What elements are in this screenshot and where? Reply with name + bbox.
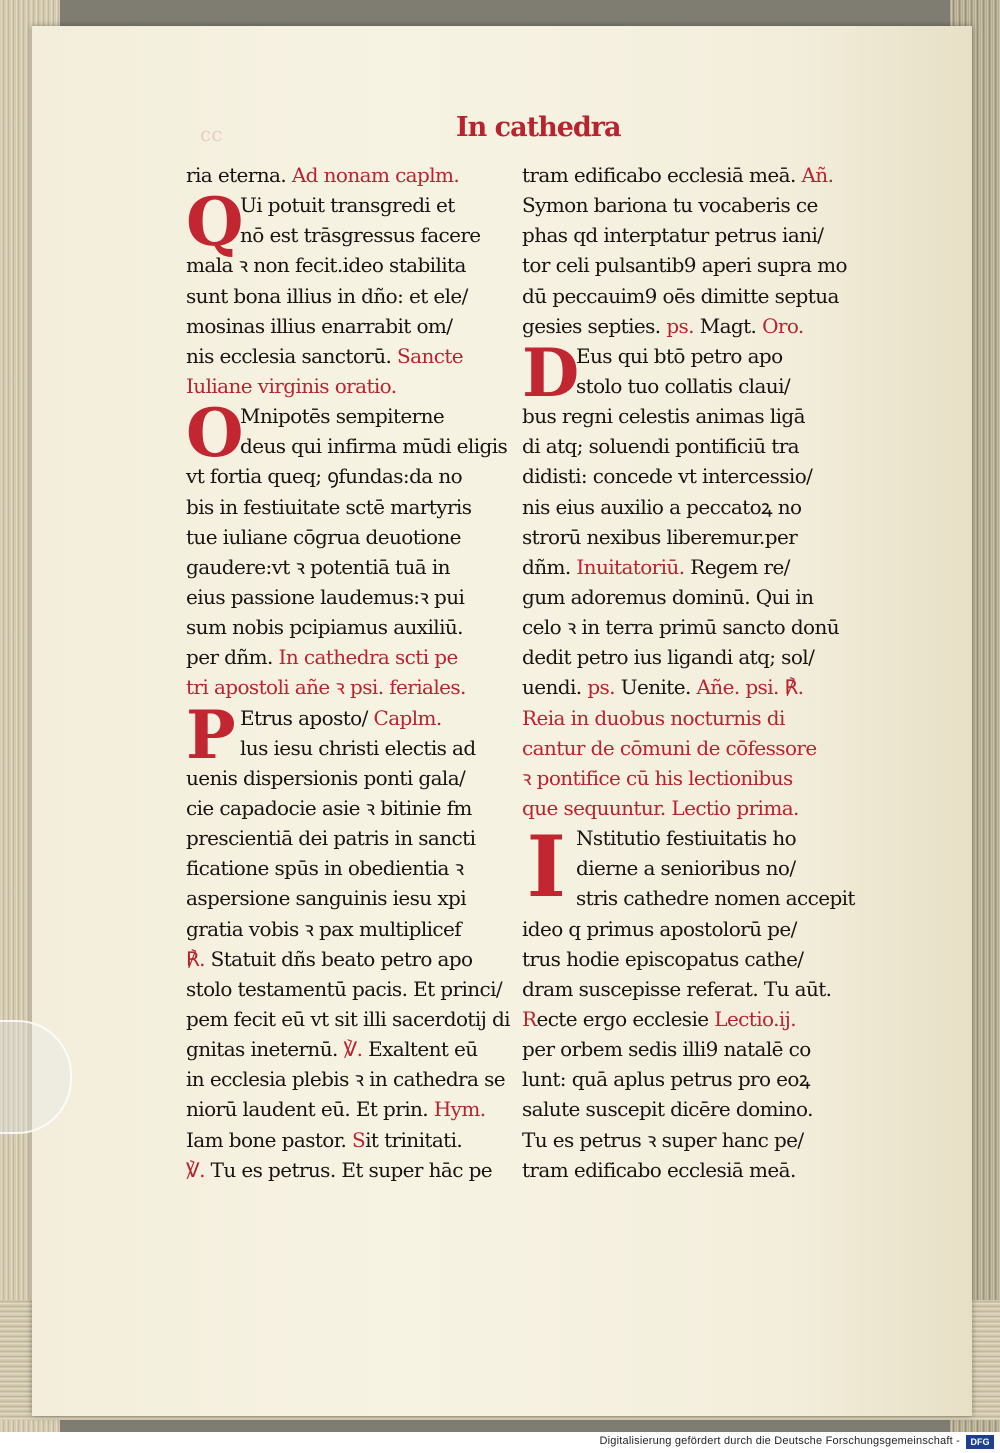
running-head: In cathedra <box>456 112 621 143</box>
text-line <box>522 1125 850 1155</box>
body-text: per dñm. <box>186 645 279 670</box>
body-text: Mnipotēs sempiterne <box>240 404 445 429</box>
body-text: gratia vobis ꝛ pax multiplicef <box>186 916 462 941</box>
rubricated-initial: Q <box>186 183 243 262</box>
body-text: uendi. <box>522 675 588 700</box>
text-line <box>522 763 850 793</box>
rubric-text: S <box>352 1127 366 1152</box>
body-text: Tu es petrus ꝛ super hanc pe/ <box>522 1127 804 1152</box>
body-text: lus iesu christi electis ad <box>240 735 476 760</box>
body-text: gnitas ineternū. <box>186 1037 344 1062</box>
body-text: per orbem sedis illi9 natalē co <box>522 1037 811 1062</box>
text-line <box>522 250 850 280</box>
text-line <box>522 190 850 220</box>
body-text: celo ꝛ in terra primū sancto donū <box>522 615 840 640</box>
text-line <box>186 1094 516 1124</box>
body-text: nō est trāsgressus facere <box>240 223 481 248</box>
body-text: trus hodie episcopatus cathe/ <box>522 946 804 971</box>
body-text: ecte ergo ecclesie <box>536 1006 715 1031</box>
rubric-text: Ad nonam caplm. <box>291 163 460 187</box>
text-line <box>186 974 516 1004</box>
body-text: dñm. <box>522 554 577 579</box>
text-line <box>522 1064 850 1094</box>
body-text: salute suscepit dicēre domino. <box>522 1097 813 1122</box>
text-line <box>186 522 516 552</box>
text-line <box>186 1064 516 1094</box>
body-text: bis in festiuitate sctē martyris <box>186 494 472 519</box>
text-line <box>522 431 850 461</box>
text-line <box>522 281 850 311</box>
body-text: stolo testamentū pacis. Et princi/ <box>186 976 503 1001</box>
body-text: prescientiā dei patris in sancti <box>186 826 476 851</box>
body-text: bus regni celestis animas ligā <box>522 404 805 429</box>
rubric-text: ꝛ pontifice cū his lectionibus <box>522 765 793 790</box>
right-column <box>522 160 855 1185</box>
text-line <box>522 642 850 672</box>
text-line <box>522 401 850 431</box>
body-text: Iam bone pastor. <box>186 1127 353 1152</box>
rubricated-initial: I <box>526 817 566 917</box>
body-text: dram suscepisse referat. Tu aūt. <box>522 976 832 1001</box>
body-text: it trinitati. <box>365 1127 463 1152</box>
text-line <box>186 311 516 341</box>
text-line <box>522 944 850 974</box>
text-line <box>522 703 850 733</box>
folio-number: cc <box>200 122 223 146</box>
text-line <box>186 823 516 853</box>
text-line <box>186 914 516 944</box>
rubric-text: Iuliane virginis oratio. <box>186 373 397 398</box>
body-text: dierne a senioribus no/ <box>576 856 796 881</box>
text-line <box>522 612 850 642</box>
body-text: dū peccauim9 oēs dimitte septua <box>522 283 839 308</box>
text-line <box>186 492 516 522</box>
body-text: Symon bariona tu vocaberis ce <box>522 193 818 218</box>
rubric-text: ℣. <box>186 1157 211 1182</box>
text-line <box>522 492 850 522</box>
body-text: didisti: concede vt intercessio/ <box>522 464 813 489</box>
text-line <box>186 160 516 190</box>
text-line <box>522 160 850 190</box>
text-line <box>522 914 850 944</box>
funding-credit: Digitalisierung gefördert durch die Deutsche Forschungsgemeinschaft - <box>599 1435 960 1447</box>
text-line <box>186 281 516 311</box>
rubric-text: Reia in duobus nocturnis di <box>522 705 785 730</box>
text-line <box>186 733 516 763</box>
rubric-text: Añe. psi. ℟. <box>696 675 804 700</box>
rubricated-initial: O <box>186 394 243 473</box>
body-text: sunt bona illius in dño: et ele/ <box>186 283 468 308</box>
body-text: Uenite. <box>620 675 697 700</box>
rubricated-initial: D <box>522 333 579 412</box>
rubric-text: ℟. <box>186 946 211 971</box>
rubric-text: Oro. <box>762 313 804 338</box>
body-text: ficatione spūs in obedientia ꝛ <box>186 856 464 881</box>
body-text: tram edificabo ecclesiā meā. <box>522 163 802 187</box>
body-text: niorū laudent eū. Et prin. <box>186 1097 434 1122</box>
body-text: Ui potuit transgredi et <box>240 193 455 218</box>
text-line <box>522 1094 850 1124</box>
body-text: vt fortia queq; ꝯfundas:da no <box>186 464 463 489</box>
rubric-text: R <box>522 1006 537 1031</box>
rubric-text: Lectio.ij. <box>714 1006 797 1031</box>
rubric-text: cantur de cōmuni de cōfessore <box>522 735 817 760</box>
text-line <box>522 1004 850 1034</box>
text-line <box>186 883 516 913</box>
body-text: tue iuliane cōgrua deuotione <box>186 524 461 549</box>
text-line <box>186 612 516 642</box>
text-line <box>186 642 516 672</box>
rubric-text: ℣. <box>343 1037 369 1062</box>
rubric-text: ps. <box>587 675 621 700</box>
rubric-text: tri apostoli añe ꝛ psi. feriales. <box>186 675 466 700</box>
body-text: Exaltent eū <box>368 1037 478 1062</box>
text-line <box>186 341 516 371</box>
body-text: Eus qui btō petro apo <box>576 343 783 368</box>
text-line <box>186 1125 516 1155</box>
body-text: cie capadocie asie ꝛ bitinie fm <box>186 795 472 820</box>
body-text: pem fecit eū vt sit illi sacerdotij di <box>186 1006 510 1031</box>
rubricated-initial: P <box>186 695 236 774</box>
body-text: tor celi pulsantib9 aperi supra mo <box>522 253 847 278</box>
text-line <box>522 522 850 552</box>
body-text: Statuit dñs beato petro apo <box>210 946 473 971</box>
rubric-text: ps. <box>666 313 700 338</box>
text-line <box>522 1155 850 1185</box>
body-text: ideo q primus apostolorū pe/ <box>522 916 797 941</box>
text-line <box>522 311 850 341</box>
body-text: gum adoremus dominū. Qui in <box>522 584 814 609</box>
body-text: Magt. <box>699 313 763 338</box>
body-text: ria eterna. <box>186 163 292 187</box>
text-line <box>522 733 850 763</box>
body-text: di atq; soluendi pontificiū tra <box>522 434 799 459</box>
rubric-text: In cathedra scti pe <box>278 645 458 670</box>
text-line <box>186 793 516 823</box>
dfg-logo: DFG <box>966 1435 994 1449</box>
text-line <box>522 582 850 612</box>
body-text: uenis dispersionis ponti gala/ <box>186 765 466 790</box>
text-line <box>186 672 516 702</box>
body-text: Nstitutio festiuitatis ho <box>576 826 797 851</box>
body-text: phas qd interptatur petrus iani/ <box>522 223 824 248</box>
body-text: stris cathedre nomen accepit <box>576 886 855 911</box>
body-text: Regem re/ <box>690 554 790 579</box>
rubric-text: Sancte <box>397 343 463 368</box>
body-text: mosinas illius enarrabit om/ <box>186 313 453 338</box>
body-text: dedit petro ius ligandi atq; sol/ <box>522 645 815 670</box>
body-text: nis eius auxilio a peccatoꝝ no <box>522 494 802 519</box>
text-line <box>186 582 516 612</box>
rubric-text: que sequuntur. Lectio prima. <box>522 795 799 820</box>
text-line <box>186 1004 516 1034</box>
rubric-text: Hym. <box>433 1097 486 1122</box>
text-line <box>186 1034 516 1064</box>
body-text: mala ꝛ non fecit.ideo stabilita <box>186 253 466 278</box>
text-line <box>186 1155 516 1185</box>
rubric-text: Caplm. <box>373 705 442 730</box>
text-line <box>186 944 516 974</box>
text-line <box>522 672 850 702</box>
rubric-text: Inuitatoriū. <box>576 554 691 579</box>
rubric-text: Añ. <box>801 163 834 187</box>
text-line <box>522 220 850 250</box>
text-line <box>522 853 850 883</box>
text-line <box>186 763 516 793</box>
body-text: aspersione sanguinis iesu xpi <box>186 886 467 911</box>
body-text: in ecclesia plebis ꝛ in cathedra se <box>186 1067 505 1092</box>
body-text: strorū nexibus liberemur.per <box>522 524 798 549</box>
body-text: deus qui infirma mūdi eligis <box>240 434 508 459</box>
body-text: gaudere:vt ꝛ potentiā tuā in <box>186 554 450 579</box>
text-line <box>186 552 516 582</box>
left-column <box>186 160 516 1185</box>
text-line <box>522 1034 850 1064</box>
text-line <box>186 371 516 401</box>
text-line <box>186 250 516 280</box>
text-line <box>522 974 850 1004</box>
text-line <box>522 883 855 913</box>
body-text: gesies septies. <box>522 313 667 338</box>
body-text: tram edificabo ecclesiā meā. <box>522 1157 796 1182</box>
text-line <box>522 552 850 582</box>
body-text: stolo tuo collatis claui/ <box>576 373 791 398</box>
body-text: sum nobis pcipiamus auxiliū. <box>186 615 463 640</box>
text-line <box>522 461 850 491</box>
text-line <box>186 853 516 883</box>
body-text: eius passione laudemus:ꝛ pui <box>186 584 465 609</box>
body-text: Tu es petrus. Et super hāc pe <box>210 1157 493 1182</box>
body-text: nis ecclesia sanctorū. <box>186 343 398 368</box>
text-line <box>522 793 850 823</box>
body-text: Etrus aposto/ <box>240 705 374 730</box>
body-text: lunt: quā aplus petrus pro eoꝝ <box>522 1067 810 1092</box>
text-line <box>186 461 516 491</box>
